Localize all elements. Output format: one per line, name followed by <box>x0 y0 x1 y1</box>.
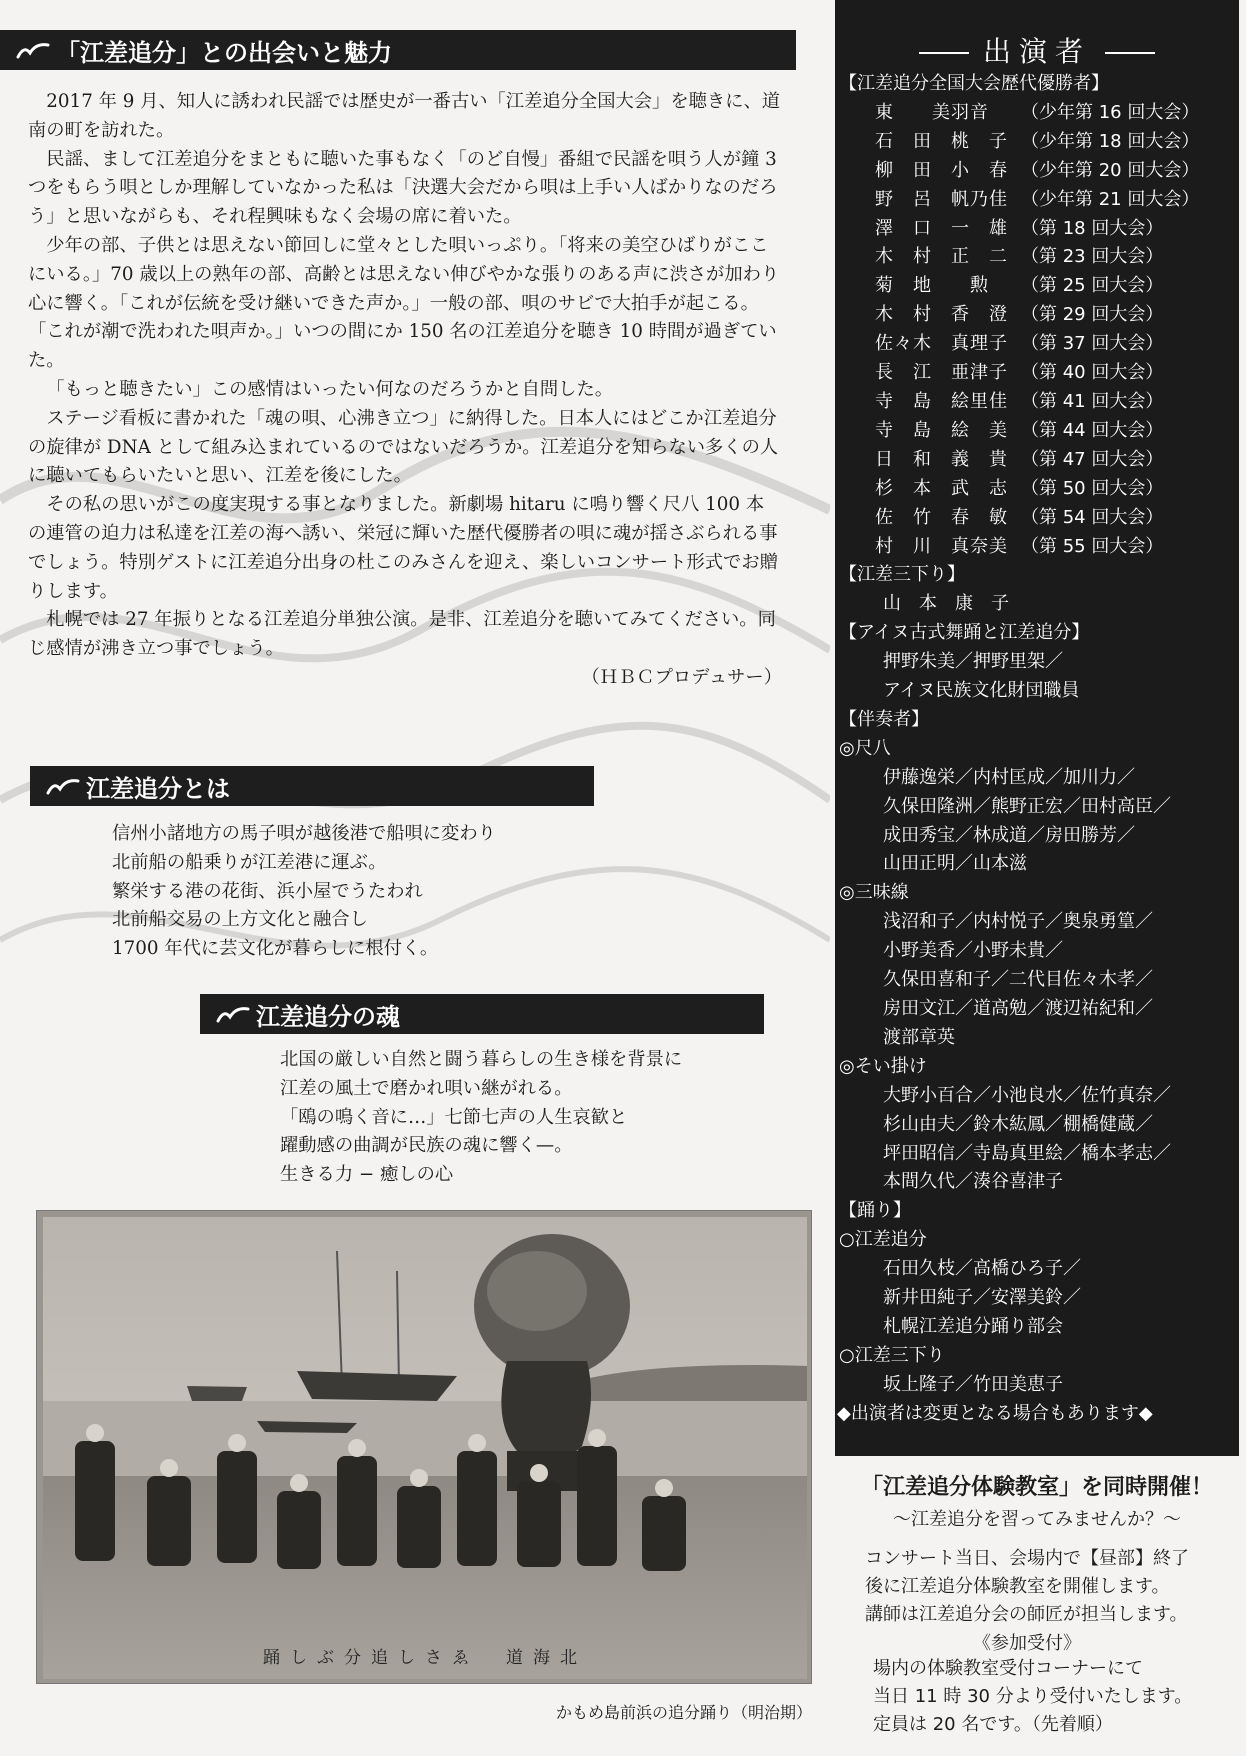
performer-name: 大野小百合／小池良水／佐竹真奈／ <box>883 1084 1171 1106</box>
performer-name: 浅沼和子／内村悦子／奥泉勇篁／ <box>883 911 1153 933</box>
workshop-notice <box>835 1470 1239 1739</box>
performer-name: 成田秀宝／林成道／房田勝芳／ <box>883 824 1135 846</box>
dance-label: ○江差追分 <box>839 1229 927 1251</box>
performer-name: 坂上隆子／竹田美恵子 <box>883 1373 1063 1395</box>
performer-name: 押野朱美／押野里架／ <box>883 651 1063 673</box>
registration-line: 場内の体験教室受付コーナーにて <box>873 1658 1143 1679</box>
champion-row <box>875 330 1239 359</box>
workshop-line: 後に江差追分体験教室を開催します。 <box>865 1576 1170 1597</box>
performer-name: 新井田純子／安澤美鈴／ <box>883 1287 1081 1309</box>
champion-row <box>875 388 1239 417</box>
performers-panel <box>835 0 1239 1456</box>
performer-name: 本間久代／湊谷喜津子 <box>883 1171 1063 1193</box>
champion-tournament: （第 47 回大会） <box>1021 448 1164 470</box>
section-title: 「江差追分」との出会いと魅力 <box>56 38 392 67</box>
champion-name: 佐々木 真理子 <box>875 333 1008 355</box>
verse-line: 繁栄する港の花街、浜小屋でうたわれ <box>112 880 423 902</box>
champion-tournament: （第 55 回大会） <box>1021 535 1164 557</box>
verse-line: 江差の風土で磨かれ唄い継がれる。 <box>280 1077 573 1099</box>
historical-photo <box>36 1210 812 1684</box>
registration-line: 定員は 20 名です。（先着順） <box>873 1714 1113 1735</box>
champion-name: 寺 島 絵里佳 <box>875 390 1008 412</box>
category-label: 【アイヌ古式舞踊と江差追分】 <box>839 622 1090 644</box>
champion-row <box>875 99 1239 128</box>
champion-row <box>875 417 1239 446</box>
registration-line: 当日 11 時 30 分より受付いたします。 <box>873 1686 1193 1707</box>
paragraph: 札幌では 27 年振りとなる江差追分単独公演。是非、江差追分を聴いてみてください。同じ感情が沸き立つ事でしょう。 <box>28 609 776 660</box>
category-label: 【伴奏者】 <box>839 708 929 730</box>
verse-line: 北前船の船乗りが江差港に運ぶ。 <box>112 851 387 873</box>
champion-row <box>875 504 1239 533</box>
champion-name: 澤 口 一 雄 <box>875 217 1008 239</box>
performer-name: 山 本 康 子 <box>883 593 1009 615</box>
champion-row <box>875 301 1239 330</box>
champion-tournament: （第 41 回大会） <box>1021 390 1164 412</box>
champion-name: 杉 本 武 志 <box>875 477 1008 499</box>
performer-name: 伊藤逸栄／内村匡成／加川力／ <box>883 766 1135 788</box>
champion-name: 佐 竹 春 敏 <box>875 506 1008 528</box>
champion-tournament: （第 44 回大会） <box>1021 419 1164 441</box>
champion-row <box>875 157 1239 186</box>
photo-imprint: 踊しぶ分追しさゑ 道海北 <box>263 1648 587 1668</box>
champion-tournament: （第 50 回大会） <box>1021 477 1164 499</box>
performer-name: 久保田喜和子／二代目佐々木孝／ <box>883 969 1153 991</box>
champion-row <box>875 272 1239 301</box>
champion-tournament: （第 18 回大会） <box>1021 217 1164 239</box>
performer-name: 久保田隆洲／熊野正宏／田村高臣／ <box>883 795 1171 817</box>
dance-label: ○江差三下り <box>839 1344 945 1366</box>
section-title: 江差追分の魂 <box>256 1002 400 1031</box>
verse-line: 北国の厳しい自然と闘う暮らしの生き様を背景に <box>280 1049 683 1070</box>
category-label: 【踊り】 <box>839 1200 911 1222</box>
champion-name: 野 呂 帆乃佳 <box>875 188 1008 210</box>
section-heading-about <box>30 766 594 806</box>
paragraph: 民謡、まして江差追分をまともに聴いた事もなく「のど自慢」番組で民謡を唄う人が鐘 3 つをもらう唄としか理解していなかった私は「決選大会だから唄は上手い人ばかりなのだろう」と思いながらも、それ程興味もなく会場の席に着いた。 <box>28 148 778 228</box>
signature: （ＨＢＣプロデュサー） <box>581 666 782 688</box>
champion-tournament: （第 37 回大会） <box>1021 333 1164 355</box>
performer-name: 石田久枝／高橋ひろ子／ <box>883 1258 1081 1280</box>
divider <box>1105 52 1155 54</box>
champion-name: 木 村 正 二 <box>875 246 1008 268</box>
paragraph: 2017 年 9 月、知人に誘われ民謡では歴史が一番古い「江差追分全国大会」を聴きに、道南の町を訪れた。 <box>28 91 781 141</box>
champion-tournament: （第 25 回大会） <box>1021 275 1164 297</box>
performer-name: 坪田昭信／寺島真里絵／橋本孝志／ <box>883 1142 1171 1164</box>
champion-tournament: （第 40 回大会） <box>1021 362 1164 384</box>
performer-name: 小野美香／小野未貴／ <box>883 940 1063 962</box>
verse-line: 北前船交易の上方文化と融合し <box>112 909 368 931</box>
instrument-label: ◎そい掛け <box>839 1055 927 1077</box>
change-notice: ◆出演者は変更となる場合もあります◆ <box>837 1402 1153 1424</box>
champion-tournament: （少年第 21 回大会） <box>1021 188 1200 210</box>
champion-name: 日 和 義 貴 <box>875 448 1008 470</box>
workshop-title: 「江差追分体験教室」を同時開催！ <box>860 1475 1213 1500</box>
performer-name: 房田文江／道高勉／渡辺祐紀和／ <box>883 998 1153 1019</box>
photo-caption: かもめ島前浜の追分踊り（明治期） <box>555 1703 812 1722</box>
champion-tournament: （第 23 回大会） <box>1021 246 1164 268</box>
workshop-line: コンサート当日、会場内で【昼部】終了 <box>865 1548 1189 1569</box>
instrument-label: ◎三味線 <box>839 882 909 904</box>
workshop-body <box>865 1545 1239 1629</box>
section-heading-soul <box>200 994 764 1034</box>
verse-line: 「鴎の鳴く音に…」七節七声の人生哀歓と <box>280 1106 628 1128</box>
champion-row <box>875 215 1239 244</box>
champion-name: 村 川 真奈美 <box>875 535 1008 557</box>
workshop-line: 講師は江差追分会の師匠が担当します。 <box>865 1604 1188 1625</box>
champion-name: 長 江 亜津子 <box>875 362 1008 384</box>
champion-row <box>875 243 1239 272</box>
category-label: 【江差三下り】 <box>839 564 965 586</box>
performers-title <box>835 30 1239 70</box>
champion-name: 寺 島 絵 美 <box>875 419 1008 441</box>
champion-name: 柳 田 小 春 <box>875 159 1008 181</box>
performer-name: 札幌江差追分踊り部会 <box>883 1315 1063 1337</box>
performer-name: アイヌ民族文化財団職員 <box>883 680 1080 702</box>
instrument-label: ◎尺八 <box>839 737 891 759</box>
champion-row <box>875 475 1239 504</box>
paragraph: その私の思いがこの度実現する事となりました。新劇場 hitaru に鳴り響く尺八 100 本の連管の迫力は私達を江差の海へ誘い、栄冠に輝いた歴代優勝者の唄に魂が揺さぶられる事でしょう。特別ゲストに江差追分出身の杜このみさんを迎え、楽しいコンサート形式でお贈りします。 <box>28 494 778 602</box>
performers-list <box>837 70 1239 1429</box>
champion-tournament: （第 54 回大会） <box>1021 506 1164 528</box>
performer-name: 杉山由夫／鈴木紘鳳／棚橋健蔵／ <box>883 1113 1153 1135</box>
verse-line: 信州小諸地方の馬子唄が越後港で船唄に変わり <box>112 823 496 844</box>
divider <box>919 52 969 54</box>
paragraph: 少年の部、子供とは思えない節回しに堂々とした唄いっぷり。「将来の美空ひばりがここにいる。」70 歳以上の熟年の部、高齢とは思えない伸びやかな張りのある声に渋さが加わり心に響く。「これが伝統を受け継いできた声か。」一般の部、唄のサビで大拍手が起こる。「これが潮で洗われた唄声か。」いつの間にか 150 名の江差追分を聴き 10 時間が過ぎていた。 <box>28 234 780 372</box>
section-heading-encounter <box>0 30 796 70</box>
paragraph: ステージ看板に書かれた「魂の唄、心沸き立つ」に納得した。日本人にはどこか江差追分の旋律が DNA として組み込まれているのではないだろうか。江差追分を知らない多くの人に聴いてもらいたいと思い、江差を後にした。 <box>28 407 779 487</box>
champion-name: 東 美羽音 <box>875 101 989 123</box>
registration-body <box>873 1655 1239 1739</box>
bird-icon <box>16 41 50 59</box>
performer-name: 山田正明／山本滋 <box>883 853 1027 875</box>
performer-name: 渡部章英 <box>883 1026 955 1048</box>
performers-title-text: 出演者 <box>982 35 1091 68</box>
verse-line: 生きる力 − 癒しの心 <box>280 1164 454 1186</box>
champion-name: 木 村 香 澄 <box>875 304 1008 326</box>
champion-row <box>875 446 1239 475</box>
verse-line: 躍動感の曲調が民族の魂に響く—。 <box>280 1135 573 1157</box>
champion-tournament: （少年第 20 回大会） <box>1021 159 1200 181</box>
photo-illustration <box>37 1211 812 1684</box>
champion-tournament: （少年第 18 回大会） <box>1021 130 1200 152</box>
champion-tournament: （第 29 回大会） <box>1021 304 1164 326</box>
section-title: 江差追分とは <box>86 774 230 803</box>
soul-verse <box>280 1046 682 1190</box>
champion-tournament: （少年第 16 回大会） <box>1021 101 1200 123</box>
category-label: 【江差追分全国大会歴代優勝者】 <box>839 73 1109 94</box>
champion-name: 石 田 桃 子 <box>875 130 1008 152</box>
champion-name: 菊 地 勲 <box>875 275 989 297</box>
champion-row <box>875 359 1239 388</box>
champion-row <box>875 533 1239 562</box>
verse-line: 1700 年代に芸文化が暮らしに根付く。 <box>112 938 439 960</box>
workshop-subtitle: 〜江差追分を習ってみませんか？〜 <box>893 1509 1181 1530</box>
paragraph: 「もっと聴きたい」この感情はいったい何なのだろうかと自問した。 <box>46 378 614 400</box>
champions-list <box>875 99 1239 562</box>
registration-label: 《参加受付》 <box>973 1633 1081 1654</box>
bird-icon <box>46 777 80 795</box>
about-verse <box>112 820 496 964</box>
essay-body <box>28 88 782 693</box>
champion-row <box>875 186 1239 215</box>
champion-row <box>875 128 1239 157</box>
bird-icon <box>216 1005 250 1023</box>
